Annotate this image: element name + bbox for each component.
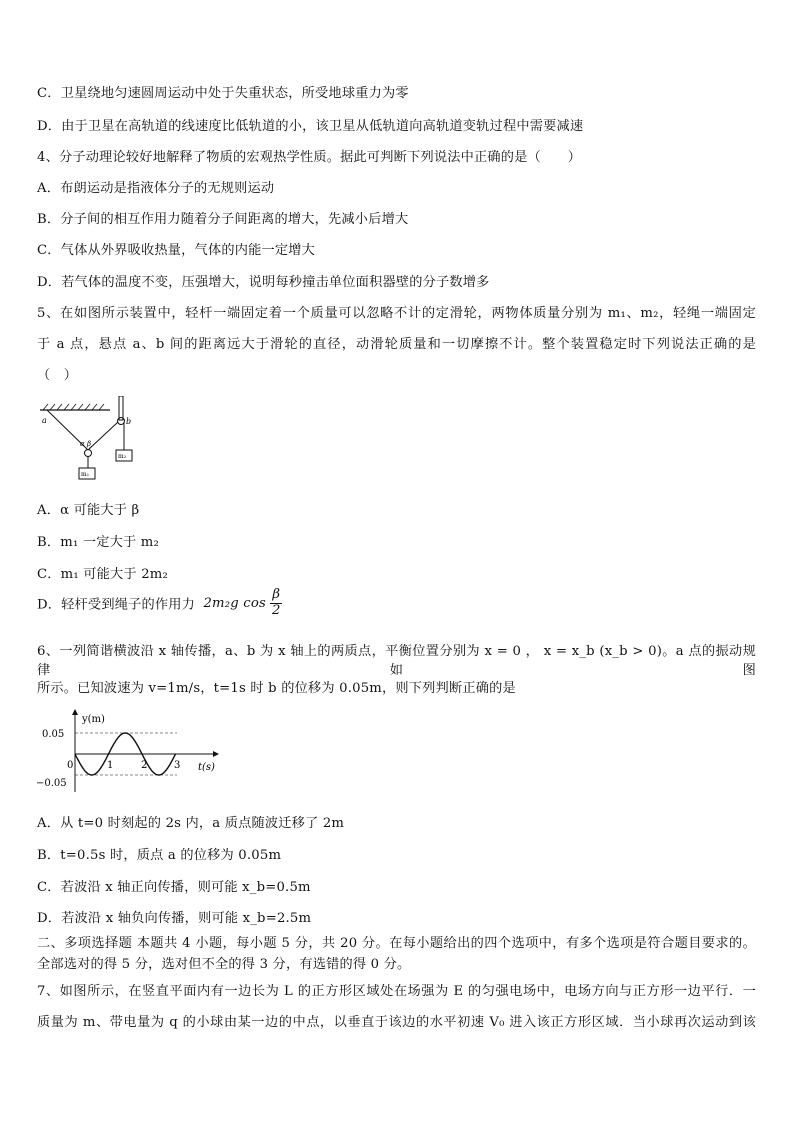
q5-option-d-expr: 2m₂g cos xyxy=(203,595,266,611)
fraction-denominator: 2 xyxy=(271,602,281,618)
q4-option-d: D．若气体的温度不变，压强增大，说明每秒撞击单位面积器壁的分子数增多 xyxy=(37,275,490,290)
q6-option-b: B．t=0.5s 时，质点 a 的位移为 0.05m xyxy=(37,848,282,863)
x-tick-0: 0 xyxy=(67,760,74,771)
fraction-numerator: β xyxy=(272,587,281,602)
q5-option-d-fraction xyxy=(270,588,282,618)
y-axis-label: y(m) xyxy=(82,714,105,725)
q5-option-d-text: D．轻杆受到绳子的作用力 xyxy=(37,597,196,613)
q5-stem-line1: 5、在如图所示装置中，轻杆一端固定着一个质量可以忽略不计的定滑轮，两物体质量分别为 m₁、m₂，轻绳一端固定 xyxy=(37,306,756,321)
q6-stem-line1: 6、一列简谐横波沿 x 轴传播，a、b 为 x 轴上的两质点，平衡位置分别为 x = 0 ， x = x_b (x_b > 0)。a 点的振动规律如图 xyxy=(37,644,756,678)
q7-stem-line2: 质量为 m、带电量为 q 的小球由某一边的中点，以垂直于该边的水平初速 V₀ 进入该正方形区域．当小球再次运动到该 xyxy=(37,1015,756,1030)
q5-option-b: B．m₁ 一定大于 m₂ xyxy=(37,535,159,550)
section2-header-line1: 二、多项选择题 本题共 4 小题，每小题 5 分，共 20 分。在每小题给出的四个选项中，有多个选项是符合题目要求的。 xyxy=(37,936,756,951)
q6-vibration-graph xyxy=(30,706,230,796)
x-tick-1: 1 xyxy=(107,760,114,771)
q5-option-d xyxy=(37,588,282,618)
q7-stem-line1: 7、如图所示，在竖直平面内有一边长为 L 的正方形区域处在场强为 E 的匀强电场中，电场方向与正方形一边平行．一 xyxy=(37,984,756,999)
x-tick-2: 2 xyxy=(141,760,148,771)
fig5-label-angles: α β xyxy=(80,440,91,448)
fig5-label-m2: m₂ xyxy=(118,453,127,460)
section2-header-line2: 全部选对的得 5 分，选对但不全的得 3 分，有选错的得 0 分。 xyxy=(37,957,411,972)
q5-option-c: C．m₁ 可能大于 2m₂ xyxy=(37,567,168,582)
q4-stem: 4、分子动理论较好地解释了物质的宏观热学性质。据此可判断下列说法中正确的是（ ） xyxy=(37,150,582,165)
x-tick-3: 3 xyxy=(174,760,181,771)
fig5-label-a: a xyxy=(42,416,47,425)
x-axis-label: t(s) xyxy=(198,762,215,773)
q3-option-c: C．卫星绕地匀速圆周运动中处于失重状态，所受地球重力为零 xyxy=(37,86,409,101)
q4-option-b: B．分子间的相互作用力随着分子间距离的增大，先减小后增大 xyxy=(37,212,409,227)
y-tick-neg: −0.05 xyxy=(36,778,67,789)
q6-option-c: C．若波沿 x 轴正向传播，则可能 x_b=0.5m xyxy=(37,880,311,895)
q5-stem-line3: （ ） xyxy=(37,368,78,383)
q5-option-a: A．α 可能大于 β xyxy=(37,503,140,518)
y-tick-pos: 0.05 xyxy=(42,729,65,740)
fig5-label-b: b xyxy=(126,417,132,426)
q6-stem-line2: 所示。已知波速为 v=1m/s，t=1s 时 b 的位移为 0.05m，则下列判断正确的是 xyxy=(37,681,516,696)
q3-option-d: D．由于卫星在高轨道的线速度比低轨道的小，该卫星从低轨道向高轨道变轨过程中需要减速 xyxy=(37,119,584,134)
q6-option-d: D．若波沿 x 轴负向传播，则可能 x_b=2.5m xyxy=(37,911,312,926)
q5-stem-line2: 于 a 点，悬点 a、b 间的距离远大于滑轮的直径，动滑轮质量和一切摩擦不计。整个装置稳定时下列说法正确的是 xyxy=(37,337,756,352)
q6-option-a: A．从 t=0 时刻起的 2s 内，a 质点随波迁移了 2m xyxy=(37,816,345,831)
fig5-label-m1: m₁ xyxy=(81,471,90,478)
q5-pulley-figure xyxy=(38,396,138,486)
q4-option-a: A．布朗运动是指液体分子的无规则运动 xyxy=(37,181,275,196)
q4-option-c: C．气体从外界吸收热量，气体的内能一定增大 xyxy=(37,243,316,258)
